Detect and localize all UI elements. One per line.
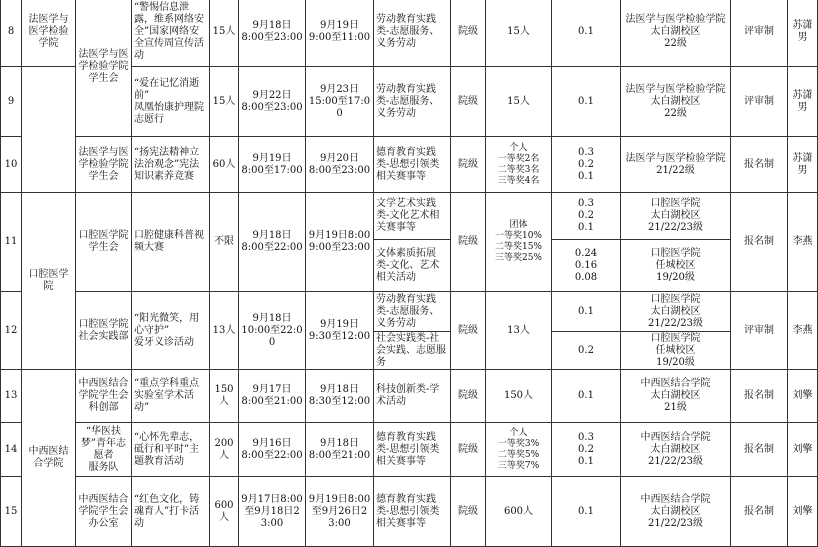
participant-count: 15人: [210, 67, 239, 137]
activity-name: “警惕信息泄露，维系网络安全”国家网络安全宣传周宣传活动: [132, 0, 210, 67]
participant-count: 13人: [210, 292, 239, 370]
end-time: 9月19日8:00 至9月26日23:00: [306, 477, 374, 547]
award-info: 个人 一等奖2名 二等奖3名 三等奖4名: [486, 137, 552, 193]
start-time: 9月18日 8:00至23:00: [239, 0, 306, 67]
contact-person: 苏潇男: [788, 67, 818, 137]
organizer-unit: 中西医结合学院学生会科创部: [76, 370, 132, 423]
award-info: 13人: [486, 292, 552, 370]
selection-method: 评审制: [731, 67, 788, 137]
target-scope: 中西医结合学院 太白湖校区 21/22/23级: [621, 477, 731, 547]
organizer-unit: 中西医结合学院学生会办公室: [76, 477, 132, 547]
target-scope: 法医学与医学检验学院 太白湖校区 22级: [621, 67, 731, 137]
table-row: [1, 137, 818, 193]
row-number: 13: [1, 370, 22, 423]
row-number: 11: [1, 193, 22, 292]
target-scope: 口腔医学院 任城校区 19/20级: [621, 332, 731, 370]
credit-score: 0.24 0.16 0.08: [552, 240, 621, 292]
activity-name: “重点学科重点实验室学术活动”: [132, 370, 210, 423]
credit-score: 0.1: [552, 370, 621, 423]
participant-count: 60人: [210, 137, 239, 193]
activity-level: 院级: [451, 67, 486, 137]
participant-count: 不限: [210, 193, 239, 292]
end-time: 9月19日8:00 9:00至23:00: [306, 193, 374, 292]
row-number: 10: [1, 137, 22, 193]
end-time: 9月23日 15:00至17:00: [306, 67, 374, 137]
activity-level: 院级: [451, 137, 486, 193]
activity-level: 院级: [451, 0, 486, 67]
end-time: 9月19日 9:00至11:00: [306, 0, 374, 67]
organizer-unit: 法医学与医学检验学院学生会: [76, 137, 132, 193]
activity-category: 劳动教育实践类-志愿服务、义务劳动: [374, 292, 451, 332]
activity-category: 科技创新类-学术活动: [374, 370, 451, 423]
activity-name: “心怀先辈志，砥行和平时”主题教育活动: [132, 423, 210, 477]
activity-name: “扬宪法精神立法治观念”宪法知识素养竞赛: [132, 137, 210, 193]
contact-person: 李燕: [788, 193, 818, 292]
activity-level: 院级: [451, 292, 486, 370]
college-name: 法医学与 医学检验学院: [22, 0, 76, 67]
row-number: 9: [1, 67, 22, 137]
college-name: 中西医结合学院: [22, 370, 76, 547]
activity-category: 文学艺术实践类-文化艺术相关赛事等: [374, 193, 451, 240]
credit-score: 0.1: [552, 67, 621, 137]
award-info: 15人: [486, 0, 552, 67]
start-time: 9月18日 8:00至22:00: [239, 193, 306, 292]
participant-count: 150人: [210, 370, 239, 423]
activity-level: 院级: [451, 193, 486, 292]
selection-method: 报名制: [731, 477, 788, 547]
credit-score: 0.1: [552, 292, 621, 332]
start-time: 9月16日 8:00至22:00: [239, 423, 306, 477]
target-scope: 口腔医学院 太白湖校区 21/22/23级: [621, 292, 731, 332]
start-time: 9月17日 8:00至21:00: [239, 370, 306, 423]
activity-category: 德育教育实践类-思想引领类相关赛事等: [374, 137, 451, 193]
selection-method: 报名制: [731, 137, 788, 193]
activity-name: “红色文化，铸魂育人”打卡活动: [132, 477, 210, 547]
award-info: 个人 一等奖3% 二等奖5% 三等奖7%: [486, 423, 552, 477]
selection-method: 报名制: [731, 370, 788, 423]
target-scope: 法医学与医学检验学院 太白湖校区 22级: [621, 0, 731, 67]
start-time: 9月17日8:00 至9月18日23:00: [239, 477, 306, 547]
credit-score: 0.1: [552, 477, 621, 547]
selection-method: 评审制: [731, 292, 788, 370]
row-number: 15: [1, 477, 22, 547]
row-number: 8: [1, 0, 22, 67]
college-name: 口腔医学院: [22, 193, 76, 370]
award-info: 600人: [486, 477, 552, 547]
end-time: 9月19日 9:30至12:00: [306, 292, 374, 370]
award-info: 150人: [486, 370, 552, 423]
credit-score: 0.3 0.2 0.1: [552, 137, 621, 193]
participant-count: 15人: [210, 0, 239, 67]
credit-score: 0.2: [552, 332, 621, 370]
end-time: 9月18日 8:00至21:00: [306, 423, 374, 477]
activity-category: 社会实践类-社会实践、志愿服务: [374, 332, 451, 370]
participant-count: 200人: [210, 423, 239, 477]
contact-person: 刘擎: [788, 423, 818, 477]
activity-category: 文体素质拓展类-文化、艺术相关活动: [374, 240, 451, 292]
contact-person: 刘擎: [788, 477, 818, 547]
target-scope: 中西医结合学院 太白湖校区 21/22/23级: [621, 423, 731, 477]
contact-person: 苏潇男: [788, 137, 818, 193]
start-time: 9月19日 8:00至17:00: [239, 137, 306, 193]
activity-level: 院级: [451, 370, 486, 423]
start-time: 9月22日 8:00至23:00: [239, 67, 306, 137]
target-scope: 口腔医学院 太白湖校区 21/22/23级: [621, 193, 731, 240]
activity-category: 劳动教育实践类-志愿服务、义务劳动: [374, 67, 451, 137]
credit-score: 0.3 0.2 0.1: [552, 193, 621, 240]
selection-method: 评审制: [731, 0, 788, 67]
selection-method: 报名制: [731, 193, 788, 292]
activity-level: 院级: [451, 423, 486, 477]
activity-category: 劳动教育实践类-志愿服务、义务劳动: [374, 0, 451, 67]
organizer-unit: 口腔医学院社会实践部: [76, 292, 132, 370]
credit-score: 0.1: [552, 0, 621, 67]
table-row: [1, 292, 818, 332]
organizer-unit: 法医学与医学检验学院学生会: [76, 0, 132, 137]
row-number: 12: [1, 292, 22, 370]
activity-level: 院级: [451, 477, 486, 547]
target-scope: 中西医结合学院 太白湖校区 21级: [621, 370, 731, 423]
organizer-unit: “华医扶梦”青年志愿者 服务队: [76, 423, 132, 477]
college-name: [22, 67, 76, 193]
table-row: [1, 0, 818, 67]
table-row: [1, 370, 818, 423]
row-number: 14: [1, 423, 22, 477]
organizer-unit: 口腔医学院学生会: [76, 193, 132, 292]
activity-category: 德育教育实践类-思想引领类相关赛事等: [374, 423, 451, 477]
table-row: [1, 193, 818, 240]
credit-score: 0.3 0.2 0.1: [552, 423, 621, 477]
award-info: 团体 一等奖10% 二等奖15% 三等奖25%: [486, 193, 552, 292]
end-time: 9月18日 8:30至12:00: [306, 370, 374, 423]
target-scope: 法医学与医学检验学院 21/22级: [621, 137, 731, 193]
activity-name: “阳光微笑，用心守护” 爱牙义诊活动: [132, 292, 210, 370]
activity-category: 德育教育实践类-思想引领类相关赛事等: [374, 477, 451, 547]
activity-name: “爱在记忆消逝前” 凤凰怡康护理院 志愿行: [132, 67, 210, 137]
table-row: [1, 423, 818, 477]
contact-person: 李燕: [788, 292, 818, 370]
start-time: 9月18日 10:00至22:00: [239, 292, 306, 370]
contact-person: 苏潇男: [788, 0, 818, 67]
award-info: 15人: [486, 67, 552, 137]
table-row: [1, 477, 818, 547]
target-scope: 口腔医学院 任城校区 19/20级: [621, 240, 731, 292]
activity-name: 口腔健康科普视频大赛: [132, 193, 210, 292]
participant-count: 600人: [210, 477, 239, 547]
end-time: 9月20日 8:00至23:00: [306, 137, 374, 193]
contact-person: 刘擎: [788, 370, 818, 423]
selection-method: 报名制: [731, 423, 788, 477]
